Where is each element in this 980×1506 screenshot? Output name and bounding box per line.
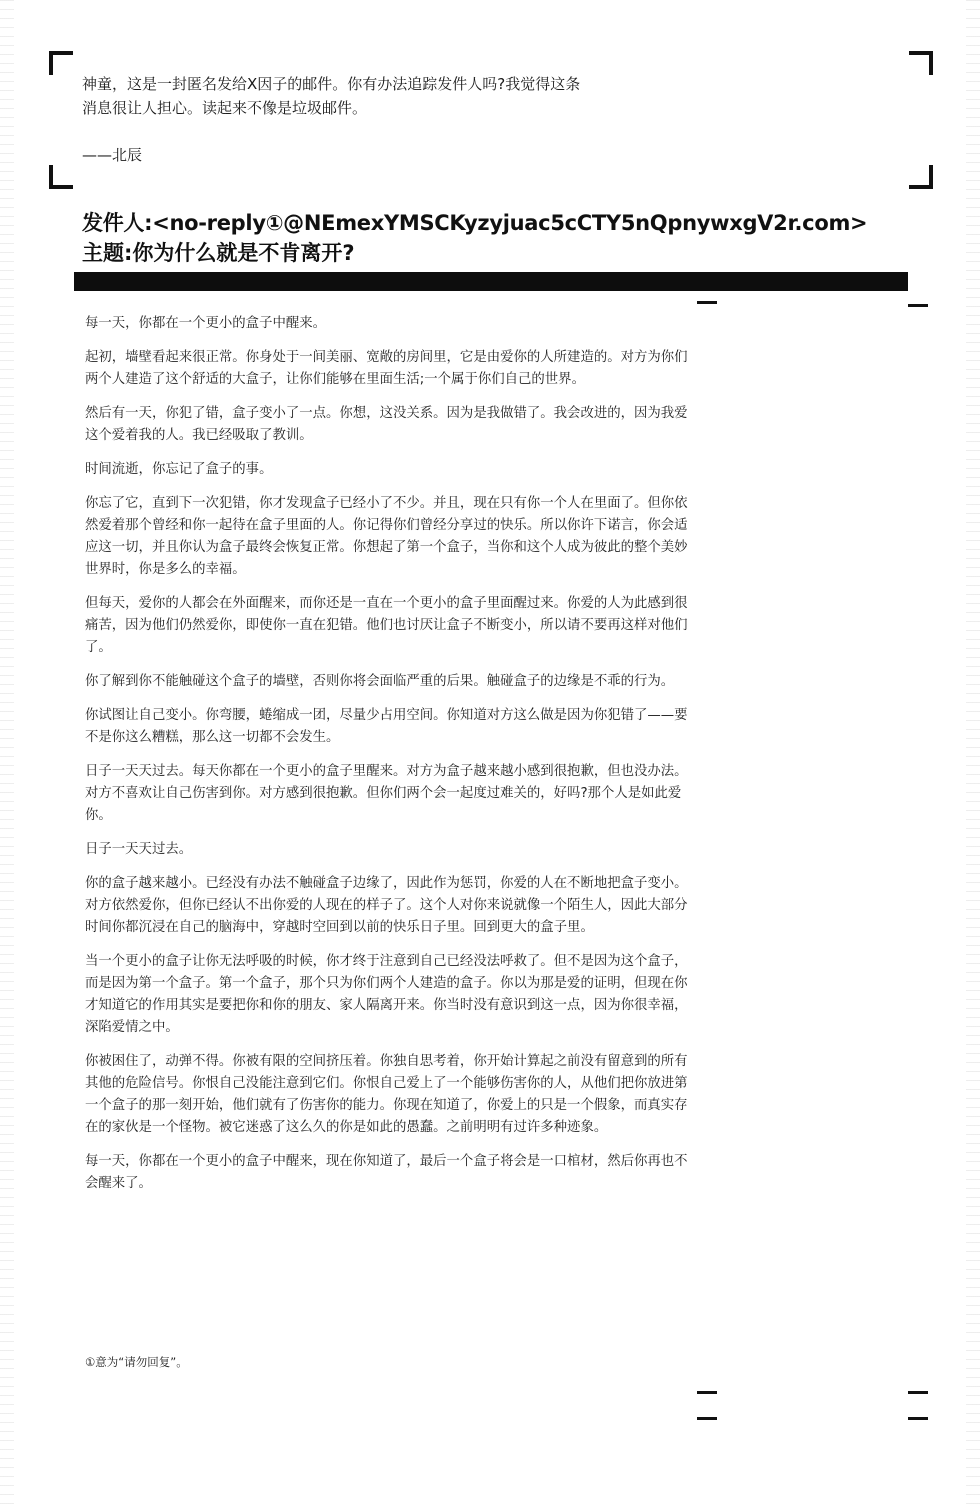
body-paragraph: 起初，墙壁看起来很正常。你身处于一间美丽、宽敞的房间里，它是由爱你的人所建造的。对方为你们两个人建造了这个舒适的大盒子，让你们能够在里面生活;一个属于你们自己的世界。 <box>85 350 688 387</box>
left-scanline-edge <box>0 0 14 1506</box>
note-signature: ——北辰 <box>82 146 143 164</box>
dash-mark <box>697 1417 717 1420</box>
body-paragraph: 你被困住了，动弹不得。你被有限的空间挤压着。你独自思考着，你开始计算起之前没有留意到的所有其他的危险信号。你恨自己没能注意到它们。你恨自己爱上了一个能够伤害你的人，从他们把你放进第一个盒子的那一刻开始，他们就有了伤害你的能力。你现在知道了，你爱上的只是一个假象，而真实存在的家伙是一个怪物。被它迷惑了这么久的你是如此的愚蠢。之前明明有过许多种迹象。 <box>85 1054 688 1135</box>
dash-mark <box>908 1391 928 1394</box>
body-paragraph: 当一个更小的盒子让你无法呼吸的时候，你才终于注意到自己已经没法呼救了。但不是因为这个盒子，而是因为第一个盒子。第一个盒子，那个只为你们两个人建造的盒子。你以为那是爱的证明，但现在你才知道它的作用其实是要把你和你的朋友、家人隔离开来。你当时没有意识到这一点，因为你很幸福，深陷爱情之中。 <box>85 954 688 1035</box>
body-paragraph: 你的盒子越来越小。已经没有办法不触碰盒子边缘了，因此作为惩罚，你爱的人在不断地把盒子变小。对方依然爱你，但你已经认不出你爱的人现在的样子了。这个人对你来说就像一个陌生人，因此大部分时间你都沉浸在自己的脑海中，穿越时空回到以前的快乐日子里。回到更大的盒子里。 <box>85 876 688 935</box>
body-paragraph: 日子一天天过去。每天你都在一个更小的盒子里醒来。对方为盒子越来越小感到很抱歉，但也没办法。对方不喜欢让自己伤害到你。对方感到很抱歉。但你们两个会一起度过难关的，好吗?那个人是如此爱你。 <box>85 764 688 823</box>
dash-mark <box>908 1417 928 1420</box>
corner-bracket-bottom-right <box>909 165 933 189</box>
body-paragraph: 然后有一天，你犯了错，盒子变小了一点。你想，这没关系。因为是我做错了。我会改进的，因为我爱这个爱着我的人。我已经吸取了教训。 <box>85 406 688 443</box>
corner-bracket-top-right <box>909 51 933 75</box>
email-header <box>82 208 942 268</box>
corner-bracket-bottom-left <box>49 165 73 189</box>
body-paragraph: 但每天，爱你的人都会在外面醒来，而你还是一直在一个更小的盒子里面醒过来。你爱的人为此感到很痛苦，因为他们仍然爱你，即使你一直在犯错。他们也讨厌让盒子不断变小，所以请不要再这样对他们了。 <box>85 596 688 655</box>
email-body <box>85 313 693 1207</box>
dash-mark <box>908 304 928 307</box>
email-subject: 主题:你为什么就是不肯离开? <box>82 241 355 265</box>
body-paragraph: 每一天，你都在一个更小的盒子中醒来。 <box>85 316 327 331</box>
footnote: ①意为“请勿回复”。 <box>85 1355 188 1369</box>
dash-mark <box>697 1391 717 1394</box>
body-paragraph: 你试图让自己变小。你弯腰，蜷缩成一团，尽量少占用空间。你知道对方这么做是因为你犯错了——要不是你这么糟糕，那么这一切都不会发生。 <box>85 708 688 745</box>
dash-mark <box>697 301 717 304</box>
header-divider-bar <box>74 272 908 291</box>
body-paragraph: 时间流逝，你忘记了盒子的事。 <box>85 462 273 477</box>
body-paragraph: 你忘了它，直到下一次犯错，你才发现盒子已经小了不少。并且，现在只有你一个人在里面了。但你依然爱着那个曾经和你一起待在盒子里面的人。你记得你们曾经分享过的快乐。所以你许下诺言，你会适应这一切，并且你认为盒子最终会恢复正常。你想起了第一个盒子，当你和这个人成为彼此的整个美妙世界时，你是多么的幸福。 <box>85 496 688 577</box>
body-paragraph: 你了解到你不能触碰这个盒子的墙壁，否则你将会面临严重的后果。触碰盒子的边缘是不乖的行为。 <box>85 674 675 689</box>
body-paragraph: 每一天，你都在一个更小的盒子中醒来，现在你知道了，最后一个盒子将会是一口棺材，然后你再也不会醒来了。 <box>85 1154 688 1191</box>
intro-note: 神童，这是一封匿名发给X因子的邮件。你有办法追踪发件人吗?我觉得这条消息很让人担心。读起来不像是垃圾邮件。 <box>82 75 581 117</box>
body-paragraph: 日子一天天过去。 <box>85 842 193 857</box>
corner-bracket-top-left <box>49 51 73 75</box>
email-sender: 发件人:<no-reply①@NEmexYMSCKyzyjuac5cCTY5nQpnywxgV2r.com> <box>82 211 868 235</box>
right-scanline-edge <box>966 0 980 1506</box>
